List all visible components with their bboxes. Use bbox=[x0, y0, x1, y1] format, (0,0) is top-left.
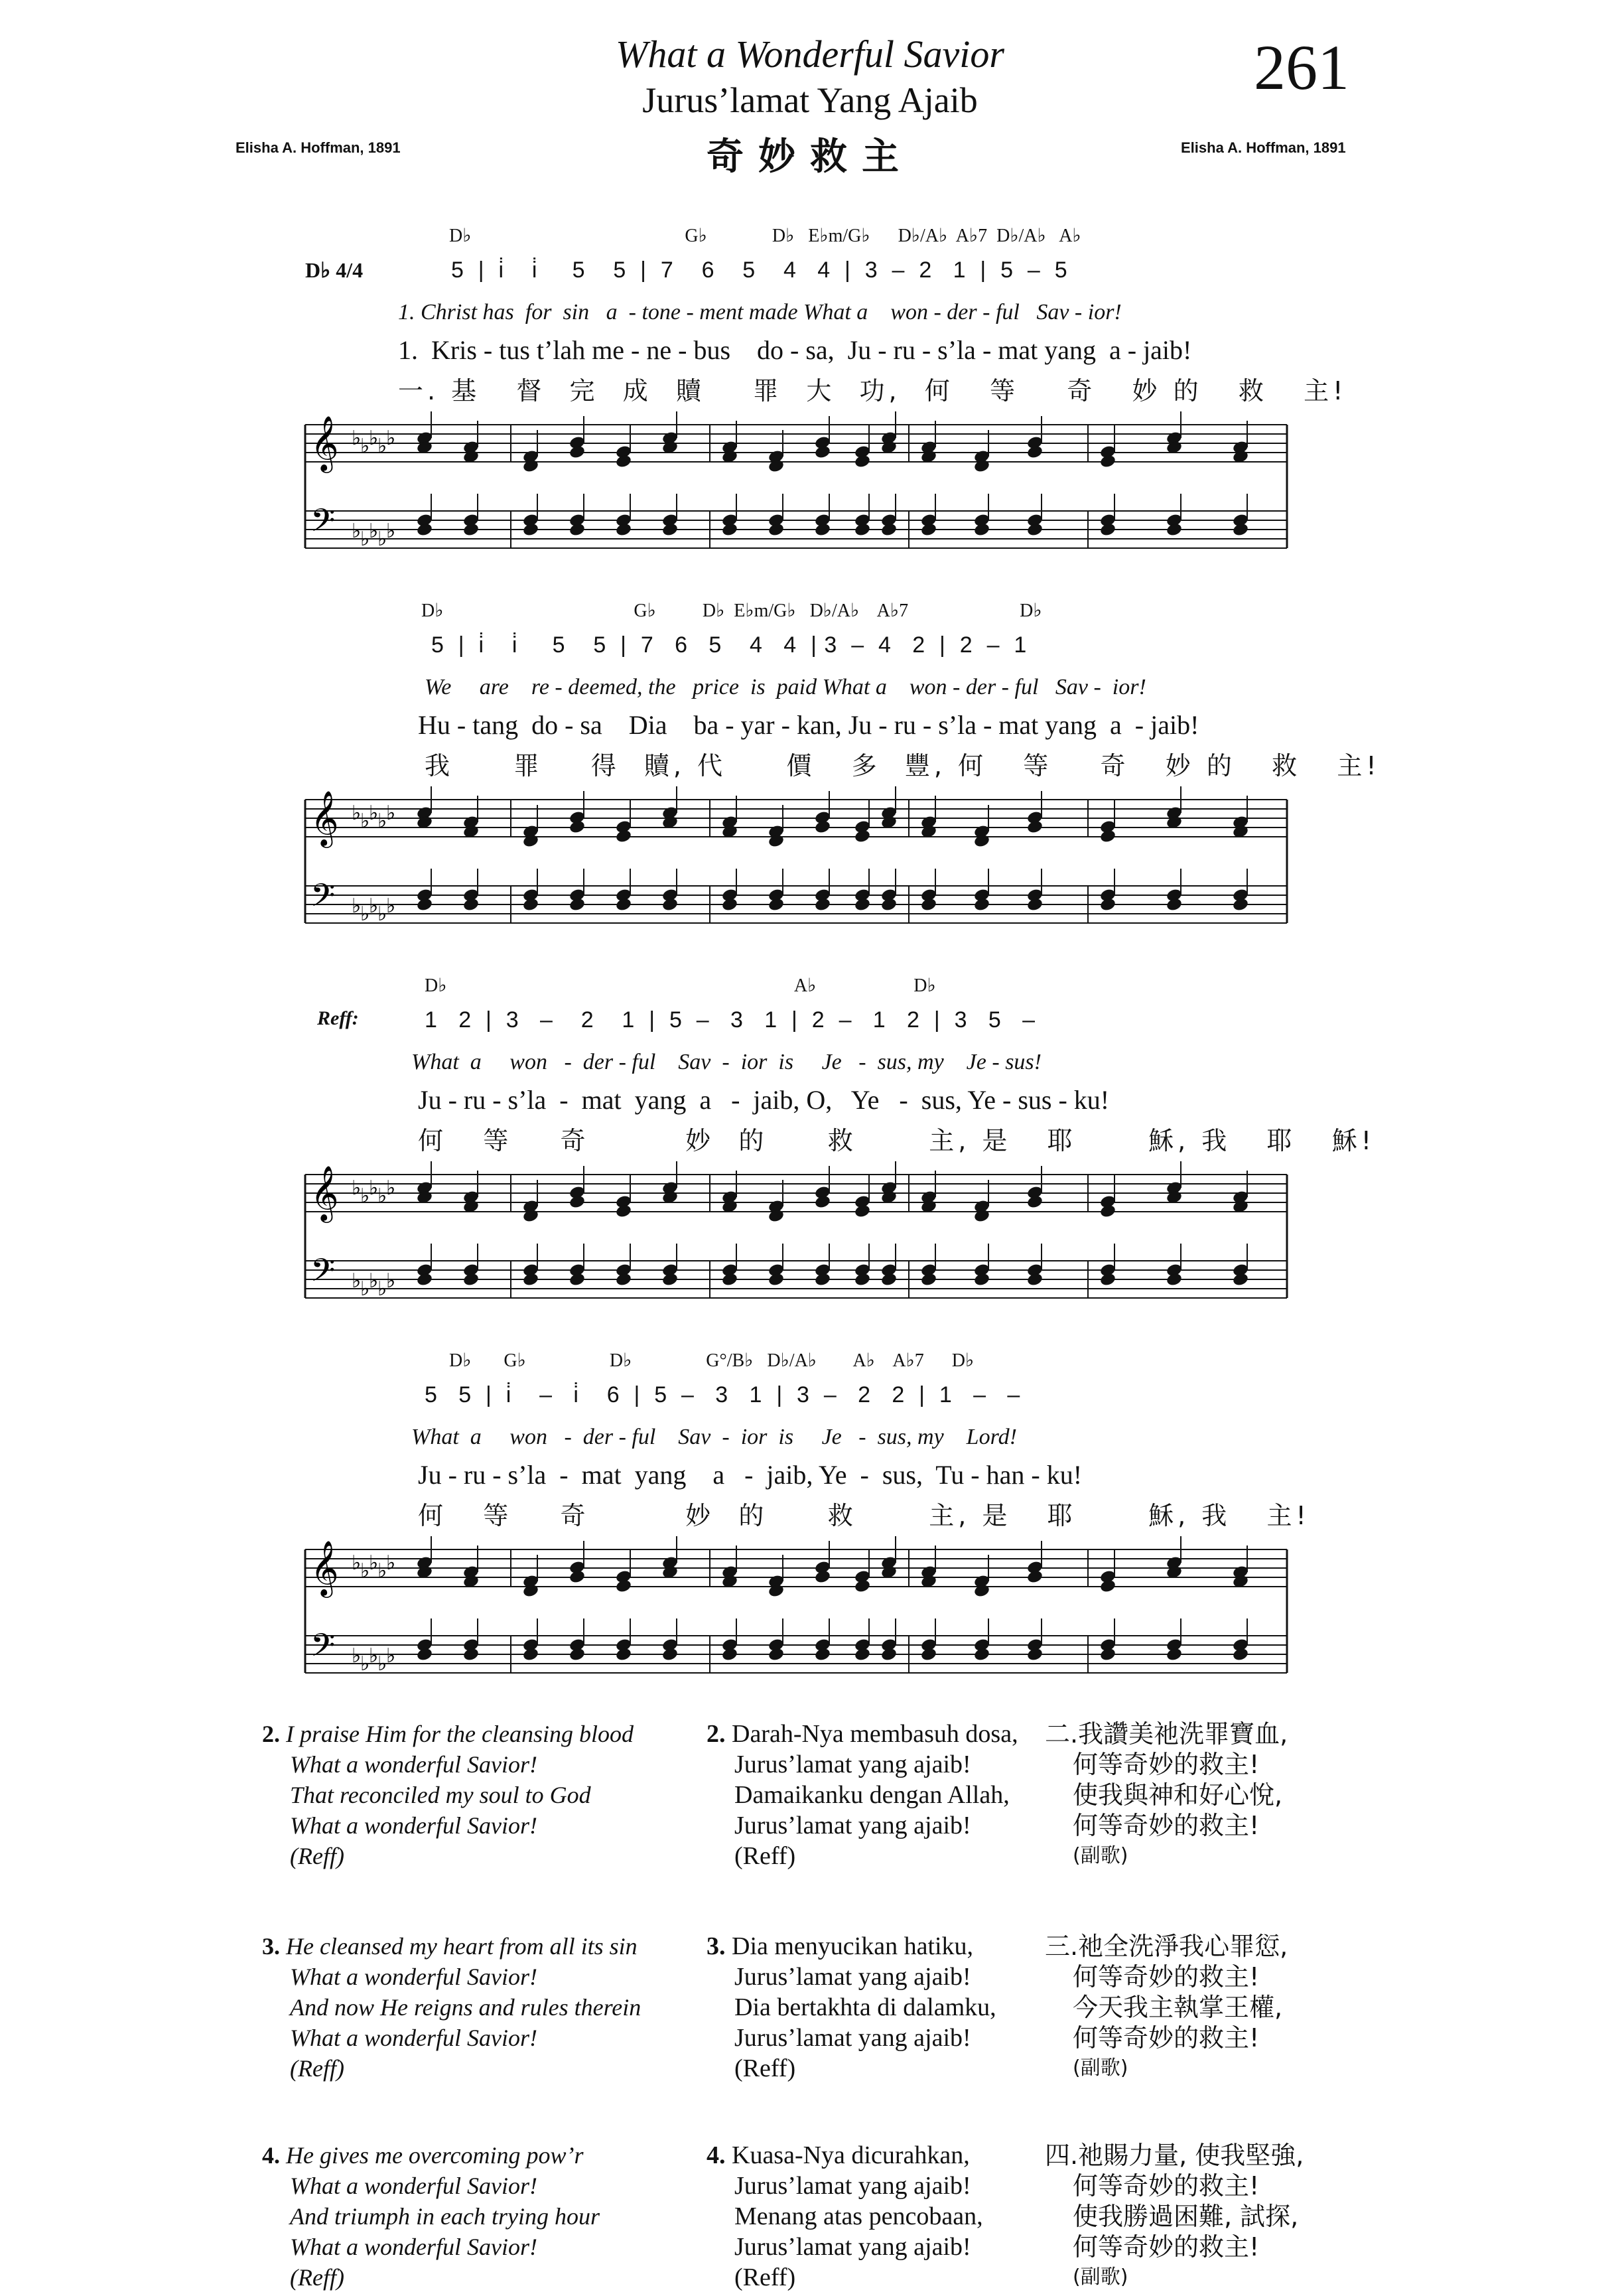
title-indonesian: Jurus’lamat Yang Ajaib bbox=[642, 80, 978, 120]
treble-clef-icon: 𝄞 bbox=[310, 415, 339, 470]
svg-text:♭: ♭ bbox=[386, 895, 396, 918]
svg-text:♭: ♭ bbox=[377, 435, 387, 458]
svg-text:♭: ♭ bbox=[360, 435, 370, 458]
svg-text:♭: ♭ bbox=[360, 1184, 370, 1208]
staff-notation bbox=[292, 786, 1300, 952]
verse-3-english: 3. He cleansed my heart from all its sin What a wonderful Savior! And now He reigns and rules therein What a wonderful Savior! (Reff) bbox=[262, 1933, 641, 2082]
number-notation: 5 5 | i̇ – i̇ 6 | 5 – 3 1 | 3 – 2 2 | 1 – – bbox=[425, 1382, 1021, 1407]
system-1 bbox=[292, 219, 1347, 577]
lyrics-indonesian: 1. Kris - tus t’lah me - ne - bus do - sa, Ju - ru - s’la - mat yang a - jaib! bbox=[398, 335, 1192, 365]
number-notation: 1 2 | 3 – 2 1 | 5 – 3 1 | 2 – 1 2 | 3 5 – bbox=[425, 1007, 1036, 1033]
number-notation: 5 | i̇ i̇ 5 5 | 7 6 5 4 4 | 3 – 2 1 | 5 – 5 bbox=[451, 257, 1068, 283]
lyrics-indonesian: Hu - tang do - sa Dia ba - yar - kan, Ju - ru - s’la - mat yang a - jaib! bbox=[418, 710, 1199, 740]
lyrics-english: 1. Christ has for sin a - tone - ment made What a won - der - ful Sav - ior! bbox=[398, 300, 1122, 324]
key-signature: D♭ 4/4 bbox=[305, 258, 364, 282]
refrain-label: Reff: bbox=[317, 1007, 359, 1029]
svg-text:♭: ♭ bbox=[352, 427, 362, 450]
svg-text:♭: ♭ bbox=[377, 902, 387, 926]
svg-text:♭: ♭ bbox=[352, 895, 362, 918]
chord-line: D♭ G♭ D♭ E♭m/G♭ D♭/A♭ A♭7 D♭/A♭ A♭ bbox=[352, 226, 1081, 246]
svg-text:♭: ♭ bbox=[377, 1277, 387, 1301]
verses bbox=[262, 1719, 1357, 2296]
author-left: Elisha A. Hoffman, 1891 bbox=[236, 139, 401, 156]
lyrics-english: What a won - der - ful Sav - ior is Je - sus, my Je - sus! bbox=[411, 1050, 1042, 1074]
svg-text:♭: ♭ bbox=[369, 520, 379, 543]
bass-clef-icon: 𝄢 bbox=[310, 502, 336, 547]
svg-text:♭: ♭ bbox=[377, 810, 387, 833]
system-3-refrain bbox=[292, 969, 1375, 1327]
bass-clef-icon: 𝄢 bbox=[310, 1626, 336, 1672]
svg-text:♭: ♭ bbox=[386, 1177, 396, 1200]
verse-3-chinese: 三.祂全洗淨我心罪愆, 何等奇妙的救主! 今天我主執掌王權, 何等奇妙的救主! (副歌) bbox=[1045, 1932, 1288, 2080]
staff-notation bbox=[292, 1161, 1300, 1327]
svg-text:♭: ♭ bbox=[386, 427, 396, 450]
verse-4-chinese: 四.祂賜力量, 使我堅強, 何等奇妙的救主! 使我勝過困難, 試探, 何等奇妙的救主! (副歌) bbox=[1045, 2141, 1304, 2289]
svg-text:♭: ♭ bbox=[360, 528, 370, 551]
svg-text:♭: ♭ bbox=[360, 1559, 370, 1583]
svg-text:♭: ♭ bbox=[369, 802, 379, 825]
svg-text:♭: ♭ bbox=[352, 1269, 362, 1293]
staff-notation bbox=[292, 411, 1300, 577]
svg-text:♭: ♭ bbox=[360, 1277, 370, 1301]
lyrics-chinese: 一. 基 督 完 成 贖 罪 大 功, 何 等 奇 妙 的 救 主! bbox=[398, 376, 1347, 405]
title-english: What a Wonderful Savior bbox=[616, 33, 1004, 76]
svg-text:♭: ♭ bbox=[386, 1551, 396, 1575]
lyrics-english: What a won - der - ful Sav - ior is Je - sus, my Lord! bbox=[411, 1425, 1017, 1449]
verse-4-english: 4. He gives me overcoming pow’r What a wonderful Savior! And triumph in each trying hour What a wonderful Savior! (Reff) bbox=[262, 2142, 600, 2291]
number-notation: 5 | i̇ i̇ 5 5 | 7 6 5 4 4 | 3 – 4 2 | 2 – 1 bbox=[431, 632, 1028, 658]
svg-text:♭: ♭ bbox=[377, 1184, 387, 1208]
lyrics-indonesian: Ju - ru - s’la - mat yang a - jaib, O, Ye - sus, Ye - sus - ku! bbox=[418, 1085, 1110, 1115]
lyrics-english: We are re - deemed, the price is paid What a won - der - ful Sav - ior! bbox=[425, 675, 1146, 699]
staff-notation bbox=[292, 1536, 1300, 1702]
lyrics-chinese: 何 等 奇 妙 的 救 主, 是 耶 穌, 我 主! bbox=[418, 1501, 1310, 1530]
svg-text:♭: ♭ bbox=[352, 802, 362, 825]
system-2 bbox=[292, 594, 1381, 952]
svg-text:♭: ♭ bbox=[386, 1269, 396, 1293]
treble-clef-icon: 𝄞 bbox=[310, 790, 339, 845]
svg-text:♭: ♭ bbox=[352, 1177, 362, 1200]
verse-2-indonesian: 2. Darah-Nya membasuh dosa, Jurus’lamat yang ajaib! Damaikanku dengan Allah, Jurus’lamat yang ajaib! (Reff) bbox=[707, 1720, 1018, 1870]
verse-2-chinese: 二.我讚美祂洗罪寶血, 何等奇妙的救主! 使我與神和好心悅, 何等奇妙的救主! (副歌) bbox=[1045, 1719, 1288, 1867]
svg-text:♭: ♭ bbox=[386, 1644, 396, 1668]
svg-text:♭: ♭ bbox=[352, 1551, 362, 1575]
chord-line: D♭ A♭ D♭ bbox=[425, 975, 936, 996]
lyrics-chinese: 何 等 奇 妙 的 救 主, 是 耶 穌, 我 耶 穌! bbox=[418, 1126, 1375, 1155]
svg-text:♭: ♭ bbox=[352, 520, 362, 543]
svg-text:♭: ♭ bbox=[377, 1652, 387, 1676]
verse-3-indonesian: 3. Dia menyucikan hatiku, Jurus’lamat yang ajaib! Dia bertakhta di dalamku, Jurus’lamat yang ajaib! (Reff) bbox=[707, 1932, 996, 2082]
verse-2-english: 2. I praise Him for the cleansing blood What a wonderful Savior! That reconciled my soul to God What a wonderful Savior! (Reff) bbox=[262, 1721, 634, 1869]
bass-clef-icon: 𝄢 bbox=[310, 877, 336, 922]
svg-text:♭: ♭ bbox=[377, 1559, 387, 1583]
svg-text:♭: ♭ bbox=[386, 802, 396, 825]
svg-text:♭: ♭ bbox=[369, 1177, 379, 1200]
svg-text:♭: ♭ bbox=[360, 810, 370, 833]
svg-text:♭: ♭ bbox=[369, 1269, 379, 1293]
svg-text:♭: ♭ bbox=[386, 520, 396, 543]
treble-clef-icon: 𝄞 bbox=[310, 1165, 339, 1220]
hymn-number: 261 bbox=[1254, 32, 1349, 103]
verse-4-indonesian: 4. Kuasa-Nya dicurahkan, Jurus’lamat yang ajaib! Menang atas pencobaan, Jurus’lamat yang ajaib! (Reff) bbox=[707, 2141, 983, 2291]
treble-clef-icon: 𝄞 bbox=[310, 1540, 339, 1595]
system-4 bbox=[292, 1344, 1310, 1702]
chord-line: D♭ G♭ D♭ E♭m/G♭ D♭/A♭ A♭7 D♭ bbox=[352, 601, 1042, 621]
author-right: Elisha A. Hoffman, 1891 bbox=[1181, 139, 1346, 156]
svg-text:♭: ♭ bbox=[369, 1644, 379, 1668]
svg-text:♭: ♭ bbox=[369, 895, 379, 918]
svg-text:♭: ♭ bbox=[369, 427, 379, 450]
svg-text:♭: ♭ bbox=[377, 528, 387, 551]
svg-text:♭: ♭ bbox=[352, 1644, 362, 1668]
svg-text:♭: ♭ bbox=[369, 1551, 379, 1575]
svg-text:♭: ♭ bbox=[360, 902, 370, 926]
chord-line: D♭ G♭ D♭ G°/B♭ D♭/A♭ A♭ A♭7 D♭ bbox=[352, 1350, 975, 1371]
lyrics-indonesian: Ju - ru - s’la - mat yang a - jaib, Ye - sus, Tu - han - ku! bbox=[418, 1460, 1083, 1490]
bass-clef-icon: 𝄢 bbox=[310, 1252, 336, 1297]
title-chinese: 奇妙救主 bbox=[707, 135, 913, 179]
svg-text:♭: ♭ bbox=[360, 1652, 370, 1676]
lyrics-chinese: 我 罪 得 贖, 代 價 多 豐, 何 等 奇 妙 的 救 主! bbox=[425, 751, 1381, 780]
